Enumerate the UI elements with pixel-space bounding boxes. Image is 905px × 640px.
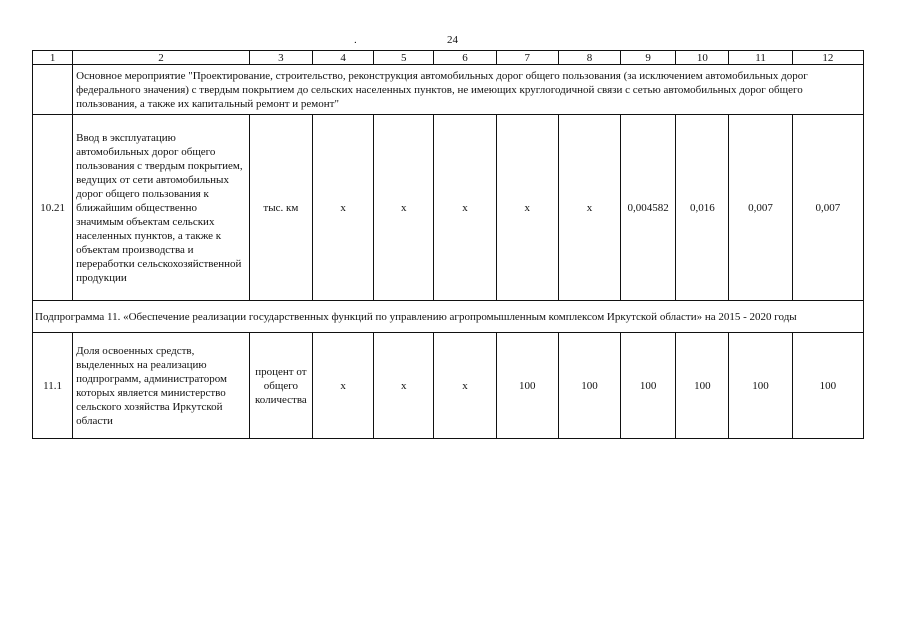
section-row: [33, 301, 864, 333]
column-number: 1: [33, 51, 73, 65]
value-cell: х: [374, 115, 434, 301]
indicator-name: Доля освоенных средств, выделенных на реализацию подпрограмм, администратором которых является министерство сельского хозяйства Иркутской области: [73, 333, 250, 439]
column-number-row: [33, 51, 864, 65]
unit-cell: процент от общего количества: [249, 333, 312, 439]
table-row: [33, 115, 864, 301]
column-number: 9: [621, 51, 676, 65]
value-cell: 100: [621, 333, 676, 439]
table-row: [33, 333, 864, 439]
value-cell: 0,007: [792, 115, 863, 301]
page-number: 24: [447, 34, 458, 46]
column-number: 4: [312, 51, 373, 65]
column-number: 3: [249, 51, 312, 65]
column-number: 10: [676, 51, 729, 65]
value-cell: х: [312, 115, 373, 301]
value-cell: 100: [676, 333, 729, 439]
value-cell: 100: [729, 333, 792, 439]
value-cell: 0,016: [676, 115, 729, 301]
indicator-name: Ввод в эксплуатацию автомобильных дорог общего пользования с твердым покрытием, ведущих от сети автомобильных дорог общего пользования к ближайшим общественно значимым объектам сельских населенных пунктов, а также к объектам производства и переработки сельскохозяйственной продукции: [73, 115, 250, 301]
column-number: 7: [496, 51, 558, 65]
column-number: 12: [792, 51, 863, 65]
value-cell: 0,004582: [621, 115, 676, 301]
section-title: Основное мероприятие "Проектирование, строительство, реконструкция автомобильных дорог общего пользования (за исключением автомобильных дорог федерального значения) с твердым покрытием до сельских населенных пунктов, не имеющих круглогодичной связи с сетью автомобильных дорог общего пользования, а также их капитальный ремонт и ремонт": [73, 65, 864, 115]
indicator-table: [32, 50, 864, 439]
section-title: Подпрограмма 11. «Обеспечение реализации государственных функций по управлению агропромышленным комплексом Иркутской области» на 2015 - 2020 годы: [33, 301, 864, 333]
unit-cell: тыс. км: [249, 115, 312, 301]
value-cell: 0,007: [729, 115, 792, 301]
value-cell: х: [312, 333, 373, 439]
row-number: 10.21: [33, 115, 73, 301]
section-spacer-cell: [33, 65, 73, 115]
value-cell: х: [434, 115, 496, 301]
value-cell: х: [496, 115, 558, 301]
column-number: 6: [434, 51, 496, 65]
value-cell: х: [434, 333, 496, 439]
value-cell: х: [558, 115, 620, 301]
row-number: 11.1: [33, 333, 73, 439]
column-number: 5: [374, 51, 434, 65]
column-number: 11: [729, 51, 792, 65]
column-number: 8: [558, 51, 620, 65]
value-cell: х: [374, 333, 434, 439]
value-cell: 100: [496, 333, 558, 439]
value-cell: 100: [792, 333, 863, 439]
column-number: 2: [73, 51, 250, 65]
value-cell: 100: [558, 333, 620, 439]
section-row: [33, 65, 864, 115]
page-mark: .: [354, 34, 357, 46]
